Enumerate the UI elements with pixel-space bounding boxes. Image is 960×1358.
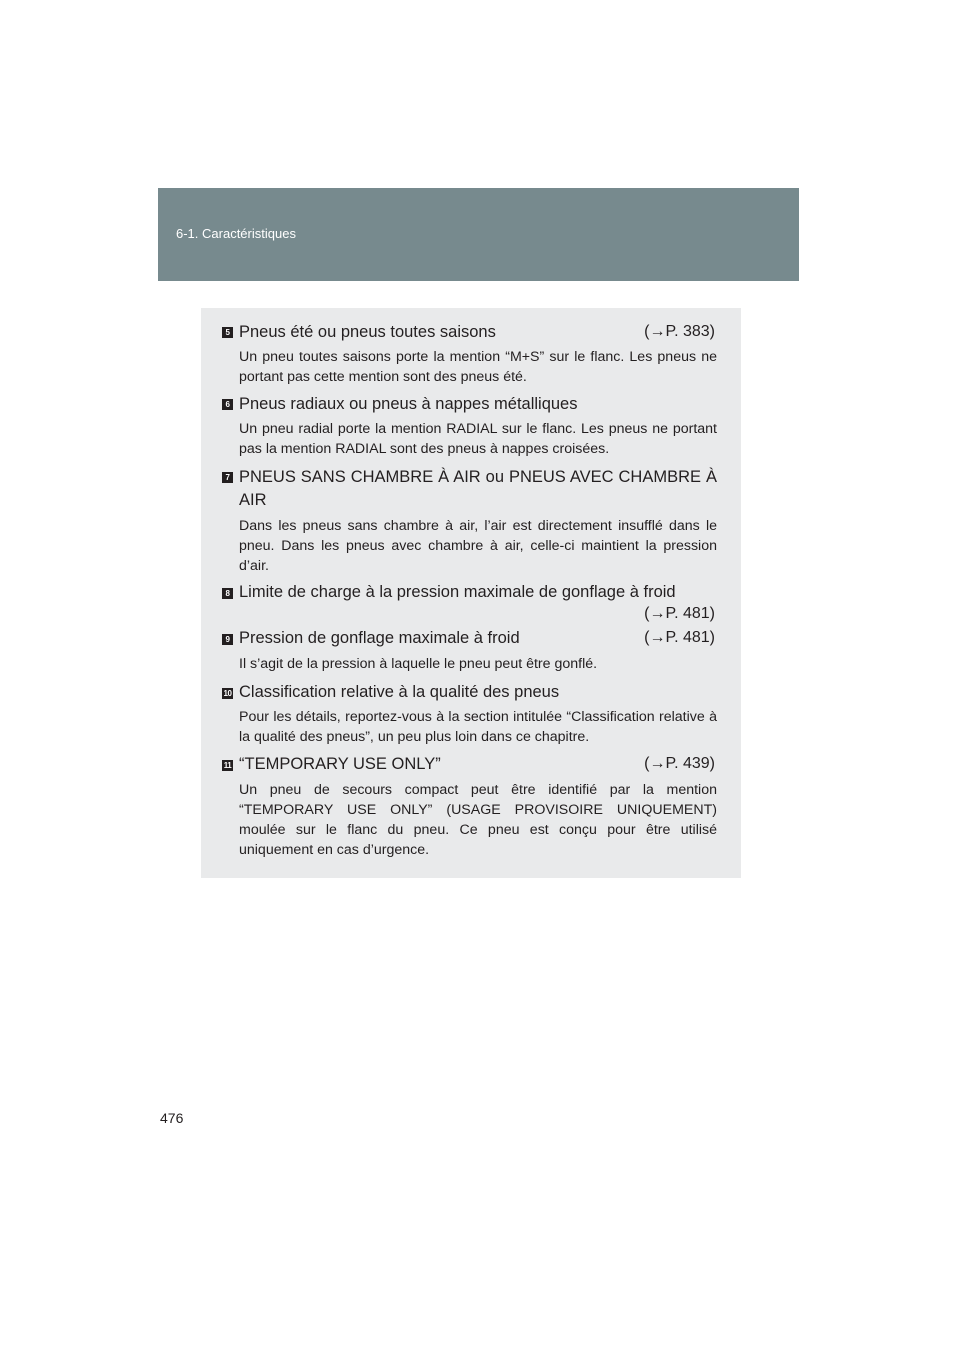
- item-title: Pneus été ou pneus toutes saisons: [239, 323, 496, 341]
- content-box: [201, 308, 741, 878]
- item-number-badge: 7: [222, 472, 233, 483]
- item-number-badge: 9: [222, 634, 233, 645]
- item-title: Classification relative à la qualité des pneus: [239, 683, 560, 701]
- header-band: [158, 188, 799, 281]
- item-number-badge: 8: [222, 588, 233, 599]
- section-title: 6-1. Caractéristiques: [176, 226, 296, 241]
- page-reference: (→P. 481): [644, 629, 715, 646]
- item-number-badge: 10: [223, 689, 232, 698]
- item-description: Un pneu toutes saisons porte la mention “M+S” sur le flanc. Les pneus ne portant pas cette mention sont des pneus été.: [239, 349, 717, 385]
- page-number: 476: [160, 1110, 184, 1126]
- page-reference: (→P. 383): [644, 323, 715, 340]
- item-description: Un pneu de secours compact peut être identifié par la mention “TEMPORARY USE ONLY” (USAGE PROVISOIRE UNIQUEMENT) moulée sur le flanc du pneu. Ce pneu est conçu pour être utilisé uniquement en cas d’urgence.: [239, 782, 717, 858]
- page-reference: (→P. 439): [644, 755, 715, 772]
- item-title: PNEUS SANS CHAMBRE À AIR ou PNEUS AVEC CHAMBRE À AIR: [239, 468, 717, 509]
- item-number-badge: 6: [222, 399, 233, 410]
- item-description: Pour les détails, reportez-vous à la section intitulée “Classification relative à la qualité des pneus”, un peu plus loin dans ce chapitre.: [239, 709, 717, 745]
- page-reference: (→P. 481): [644, 605, 715, 622]
- item-title: Limite de charge à la pression maximale de gonflage à froid: [239, 583, 676, 601]
- item-number-badge: 11: [223, 761, 232, 770]
- item-title: “TEMPORARY USE ONLY”: [239, 755, 441, 773]
- item-description: Dans les pneus sans chambre à air, l’air est directement insufflé dans le pneu. Dans les pneus avec chambre à air, celle-ci maintient la pression d’air.: [239, 518, 717, 574]
- item-number-badge: 5: [222, 327, 233, 338]
- item-description: Un pneu radial porte la mention RADIAL sur le flanc. Les pneus ne portant pas la mention RADIAL sont des pneus à nappes croisées.: [239, 421, 717, 457]
- item-title: Pneus radiaux ou pneus à nappes métalliques: [239, 395, 578, 413]
- item-description: Il s’agit de la pression à laquelle le pneu peut être gonflé.: [239, 656, 598, 672]
- item-title: Pression de gonflage maximale à froid: [239, 629, 520, 647]
